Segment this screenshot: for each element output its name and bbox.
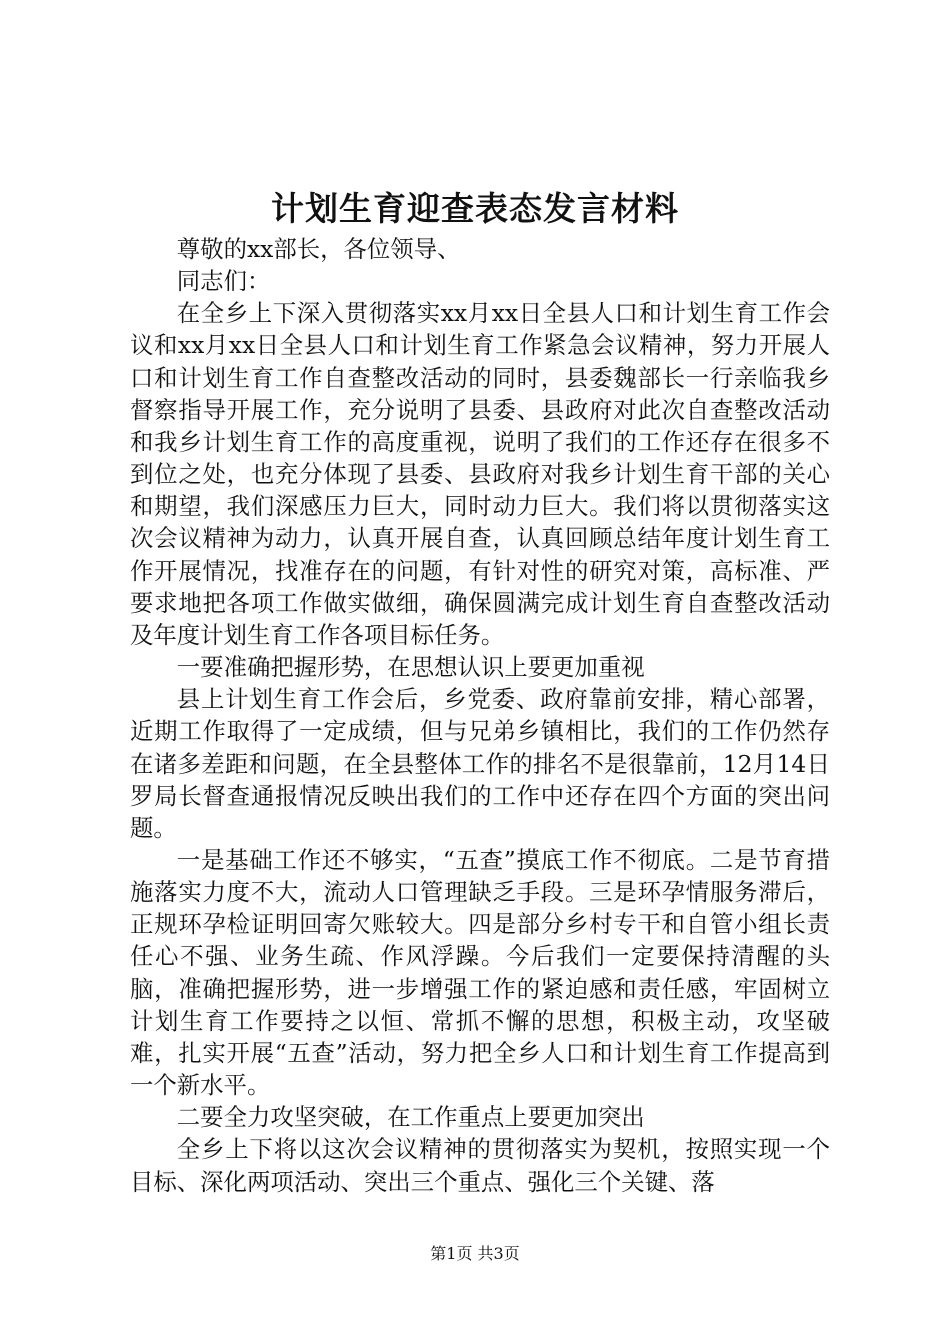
paragraph-plan: 全乡上下将以这次会议精神的贯彻落实为契机，按照实现一个目标、深化两项活动、突出三个重点、强化三个关键、落 (130, 1135, 830, 1196)
page-number-footer: 第1页 共3页 (430, 1244, 520, 1263)
document-body (130, 233, 830, 1198)
paragraph-intro: 在全乡上下深入贯彻落实xx月xx日全县人口和计划生育工作会议和xx月xx日全县人口和计划生育工作紧急会议精神，努力开展人口和计划生育工作自查整改活动的同时，县委魏部长一行亲临我乡督察指导开展工作，充分说明了县委、县政府对此次自查整改活动和我乡计划生育工作的高度重视，说明了我们的工作还存在很多不到位之处，也充分体现了县委、县政府对我乡计划生育干部的关心和期望，我们深感压力巨大，同时动力巨大。我们将以贯彻落实这次会议精神为动力，认真开展自查，认真回顾总结年度计划生育工作开展情况，找准存在的问题，有针对性的研究对策，高标准、严要求地把各项工作做实做细，确保圆满完成计划生育自查整改活动及年度计划生育工作各项目标任务。 (130, 299, 830, 649)
salutation-line-1: 尊敬的xx部长，各位领导、 (176, 235, 461, 263)
document-title: 计划生育迎查表态发言材料 (271, 189, 679, 228)
section-heading-1: 一要准确把握形势，在思想认识上要更加重视 (176, 653, 645, 682)
section-heading-2: 二要全力攻坚突破，在工作重点上要更加突出 (176, 1103, 645, 1132)
paragraph-situation: 县上计划生育工作会后，乡党委、政府靠前安排，精心部署，近期工作取得了一定成绩，但与兄弟乡镇相比，我们的工作仍然存在诸多差距和问题，在全县整体工作的排名不是很靠前，12月14日罗局长督查通报情况反映出我们的工作中还存在四个方面的突出问题。 (130, 685, 830, 842)
salutation-line-2: 同志们： (176, 267, 271, 296)
paragraph-problems: 一是基础工作还不够实，“五查”摸底工作不彻底。二是节育措施落实力度不大，流动人口管理缺乏手段。三是环孕情服务滞后，正规环孕检证明回寄欠账较大。四是部分乡村专干和自管小组长责任心不强、业务生疏、作风浮躁。今后我们一定要保持清醒的头脑，准确把握形势，进一步增强工作的紧迫感和责任感，牢固树立计划生育工作要持之以恒、常抓不懈的思想，积极主动，攻坚破难，扎实开展“五查”活动，努力把全乡人口和计划生育工作提高到一个新水平。 (130, 845, 830, 1100)
